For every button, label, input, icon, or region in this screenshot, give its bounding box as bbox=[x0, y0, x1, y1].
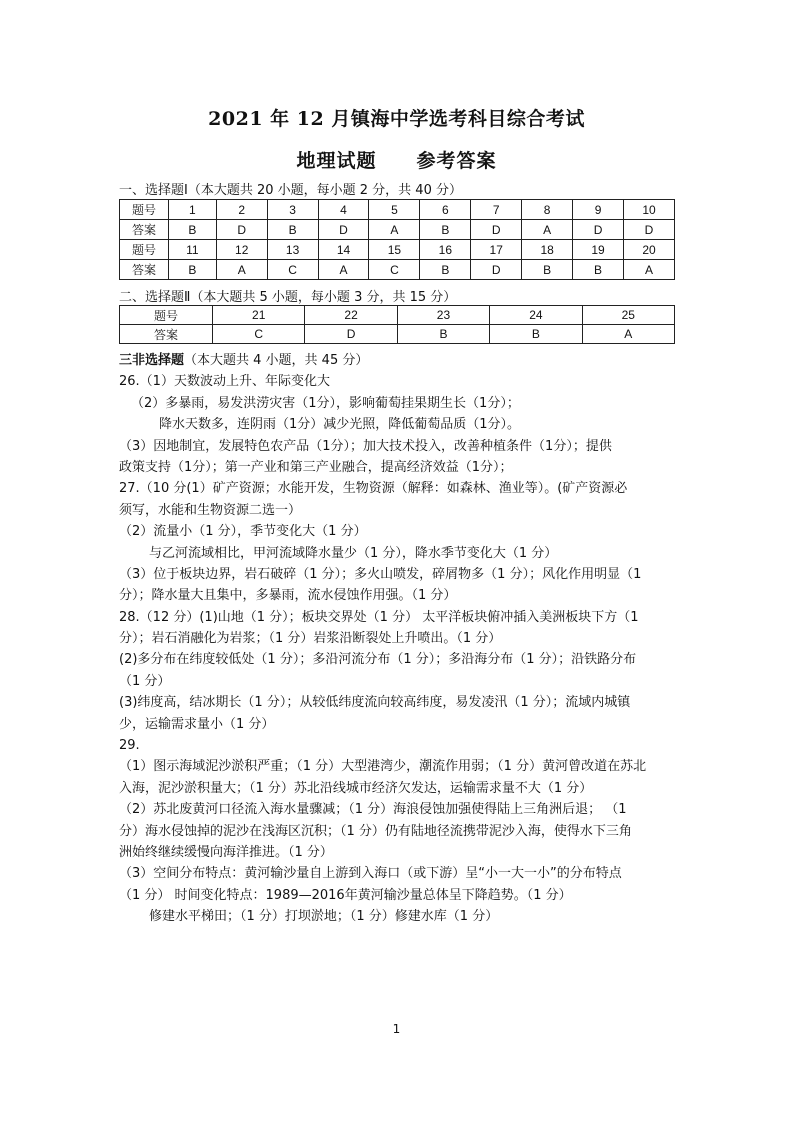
section3-heading-bold: 三非选择题 bbox=[119, 353, 185, 368]
answer-line: (3)纬度高，结冰期长（1 分）；从较低纬度流向较高纬度，易发凌汛（1 分）；流域内城镇 bbox=[119, 695, 631, 711]
table-cell: 19 bbox=[573, 240, 624, 260]
table-cell: 题号 bbox=[120, 240, 169, 260]
answer-table-1 bbox=[119, 199, 675, 280]
answer-line: 须写，水能和生物资源二选一） bbox=[119, 502, 302, 518]
answer-line: （3）因地制宜，发展特色农产品（1分）；加大技术投入，改善种植条件（1分）；提供 bbox=[119, 438, 612, 454]
table-cell: B bbox=[169, 220, 217, 240]
table-cell: 11 bbox=[169, 240, 217, 260]
table-cell: 13 bbox=[267, 240, 318, 260]
table-row bbox=[120, 260, 675, 280]
answer-line: （1 分） 时间变化特点：1989—2016年黄河输沙量总体呈下降趋势。（1 分） bbox=[119, 887, 572, 903]
table-cell: A bbox=[216, 260, 267, 280]
answer-line: （1）图示海域泥沙淤积严重；（1 分）大型港湾少，潮流作用弱；（1 分）黄河曾改道在苏北 bbox=[119, 759, 647, 775]
answer-line: 27.（10 分(1）矿产资源；水能开发，生物资源（解释：如森林、渔业等）。(矿产资源必 bbox=[119, 481, 628, 497]
table-cell: 24 bbox=[490, 306, 582, 325]
table-cell: B bbox=[267, 220, 318, 240]
answer-line: （1 分） bbox=[119, 673, 171, 689]
table-cell: C bbox=[267, 260, 318, 280]
table-cell: 2 bbox=[216, 200, 267, 220]
table-cell: 题号 bbox=[120, 306, 213, 325]
table-cell: 答案 bbox=[120, 220, 169, 240]
table-cell: 14 bbox=[318, 240, 369, 260]
section3-heading-rest: （本大题共 4 小题，共 45 分） bbox=[184, 353, 369, 368]
answer-table-2 bbox=[119, 305, 675, 344]
table-cell: 7 bbox=[471, 200, 522, 220]
table-cell: B bbox=[522, 260, 573, 280]
table-cell: A bbox=[318, 260, 369, 280]
answer-line: 28.（12 分）(1)山地（1 分）；板块交界处（1 分） 太平洋板块俯冲插入美洲板块下方（1 bbox=[119, 609, 639, 625]
answer-body bbox=[119, 350, 679, 928]
answer-line: 少，运输需求量小（1 分） bbox=[119, 716, 275, 732]
answer-line: 29. bbox=[119, 738, 140, 754]
table-cell: B bbox=[490, 325, 582, 344]
table-cell: D bbox=[318, 220, 369, 240]
answer-line: （3）空间分布特点：黄河输沙量自上游到入海口（或下游）呈“小一大一小”的分布特点 bbox=[119, 866, 622, 882]
answer-line: 入海，泥沙淤积量大；（1 分）苏北沿线城市经济欠发达，运输需求量不大（1 分） bbox=[119, 780, 593, 796]
table-cell: 4 bbox=[318, 200, 369, 220]
table-cell: 25 bbox=[582, 306, 674, 325]
table-cell: 1 bbox=[169, 200, 217, 220]
table-row bbox=[120, 240, 675, 260]
table-cell: 3 bbox=[267, 200, 318, 220]
table-cell: B bbox=[573, 260, 624, 280]
answer-line: 洲始终继续缓慢向海洋推进。（1 分） bbox=[119, 844, 333, 860]
table-cell: D bbox=[624, 220, 675, 240]
answer-label: 参考答案 bbox=[416, 150, 497, 172]
table-cell: D bbox=[471, 220, 522, 240]
table-cell: 21 bbox=[213, 306, 305, 325]
table-cell: 答案 bbox=[120, 260, 169, 280]
table-cell: A bbox=[624, 260, 675, 280]
table-cell: 20 bbox=[624, 240, 675, 260]
answer-line: 政策支持（1分）；第一产业和第三产业融合，提高经济效益（1分）； bbox=[119, 459, 513, 475]
section2-heading: 二、选择题Ⅱ（本大题共 5 小题，每小题 3 分，共 15 分） bbox=[119, 290, 457, 305]
table-cell: 6 bbox=[420, 200, 471, 220]
table-cell: C bbox=[369, 260, 420, 280]
table-cell: 12 bbox=[216, 240, 267, 260]
section3-heading bbox=[119, 350, 679, 371]
answer-line: 26.（1）天数波动上升、年际变化大 bbox=[119, 374, 330, 390]
table-cell: D bbox=[471, 260, 522, 280]
answer-line: (2)多分布在纬度较低处（1 分）；多沿河流分布（1 分）；多沿海分布（1 分）；沿铁路分布 bbox=[119, 652, 637, 668]
answer-line: 与乙河流域相比，甲河流域降水量少（1 分），降水季节变化大（1 分） bbox=[149, 545, 558, 561]
table-cell: B bbox=[420, 220, 471, 240]
page-number: 1 bbox=[392, 1022, 401, 1036]
answer-line: 分）海水侵蚀掉的泥沙在浅海区沉积；（1 分）仍有陆地径流携带泥沙入海，使得水下三角 bbox=[119, 823, 632, 839]
table-cell: D bbox=[305, 325, 397, 344]
answer-line: （2）多暴雨，易发洪涝灾害（1分），影响葡萄挂果期生长（1分）； bbox=[131, 395, 520, 411]
answer-line: 降水天数多，连阴雨（1分）减少光照，降低葡萄品质（1分）。 bbox=[159, 417, 521, 433]
table-cell: 23 bbox=[397, 306, 489, 325]
answer-line: 分）；岩石消融化为岩浆；（1 分）岩浆沿断裂处上升喷出。（1 分） bbox=[119, 631, 502, 647]
table-cell: B bbox=[420, 260, 471, 280]
table-cell: 答案 bbox=[120, 325, 213, 344]
table-cell: 15 bbox=[369, 240, 420, 260]
table-cell: A bbox=[522, 220, 573, 240]
answer-line: （3）位于板块边界，岩石破碎（1 分）；多火山喷发，碎屑物多（1 分）；风化作用明显（1 bbox=[119, 566, 642, 582]
answer-line: （2）苏北废黄河口径流入海水量骤减；（1 分）海浪侵蚀加强使得陆上三角洲后退； （1 bbox=[119, 802, 627, 818]
table-cell: 8 bbox=[522, 200, 573, 220]
table-cell: 18 bbox=[522, 240, 573, 260]
table-row bbox=[120, 306, 675, 325]
table-cell: 9 bbox=[573, 200, 624, 220]
exam-subtitle bbox=[0, 146, 793, 173]
table-cell: A bbox=[369, 220, 420, 240]
subject-label: 地理试题 bbox=[296, 150, 377, 172]
table-cell: A bbox=[582, 325, 674, 344]
table-cell: 5 bbox=[369, 200, 420, 220]
section1-heading: 一、选择题Ⅰ（本大题共 20 小题，每小题 2 分，共 40 分） bbox=[119, 183, 462, 198]
table-row bbox=[120, 220, 675, 240]
table-cell: B bbox=[169, 260, 217, 280]
table-cell: 题号 bbox=[120, 200, 169, 220]
table-cell: 10 bbox=[624, 200, 675, 220]
answer-line: 分）；降水量大且集中，多暴雨，流水侵蚀作用强。（1 分） bbox=[119, 588, 457, 604]
exam-title: 2021 年 12 月镇海中学选考科目综合考试 bbox=[208, 108, 585, 130]
table-cell: D bbox=[573, 220, 624, 240]
table-cell: 17 bbox=[471, 240, 522, 260]
table-cell: B bbox=[397, 325, 489, 344]
table-row bbox=[120, 200, 675, 220]
answer-line: （2）流量小（1 分），季节变化大（1 分） bbox=[119, 524, 367, 540]
answer-line: 修建水平梯田；（1 分）打坝淤地；（1 分）修建水库（1 分） bbox=[149, 909, 499, 925]
table-cell: D bbox=[216, 220, 267, 240]
table-cell: 16 bbox=[420, 240, 471, 260]
table-cell: 22 bbox=[305, 306, 397, 325]
table-cell: C bbox=[213, 325, 305, 344]
table-row bbox=[120, 325, 675, 344]
